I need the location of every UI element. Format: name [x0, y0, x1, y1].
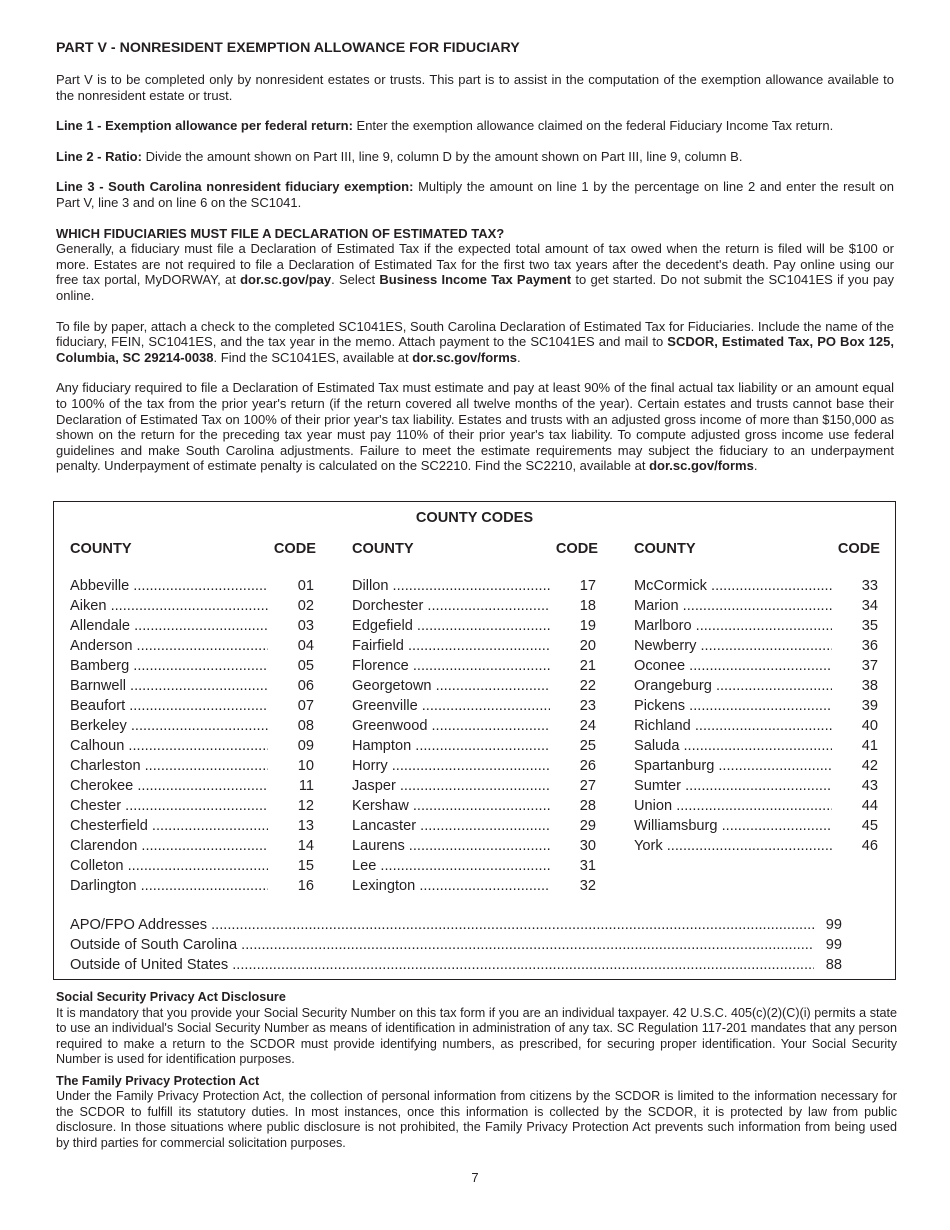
county-row: [634, 837, 880, 857]
county-name: Edgefield .....: [352, 617, 550, 637]
county-code: 33: [861, 578, 878, 594]
county-code: 36: [861, 638, 878, 654]
county-name: APO/FPO Addresses .....: [70, 916, 814, 936]
county-name: Williamsburg .....: [634, 817, 832, 837]
county-row: [634, 577, 880, 597]
county-code: 32: [579, 878, 596, 894]
county-code: 15: [297, 858, 314, 874]
county-code: 28: [579, 798, 596, 814]
text: .: [517, 349, 521, 365]
county-codes-table: [53, 501, 896, 980]
special-codes: [70, 916, 842, 976]
county-name: Calhoun .....: [70, 737, 268, 757]
county-code: 46: [861, 838, 878, 854]
column-header: [634, 540, 880, 560]
forms-url-2: dor.sc.gov/forms: [649, 458, 754, 474]
county-row: [70, 757, 316, 777]
county-row: [634, 637, 880, 657]
county-row: [70, 657, 316, 677]
county-code: 27: [579, 778, 596, 794]
privacy-text: It is mandatory that you provide your Social Security Number on this tax form if you are an individual taxpayer. 42 U.S.C. 405(c)(2)(C)(i) permits a state to use an individual's Social Security Number as means of identification in administration of any tax. SC Regulation 117-201 mandates that any person required to make a return to the SCDOR must provide identifying numbers, as prescribed, for securing proper identification. Your Social Security Number is used for identification purposes.: [56, 1005, 897, 1066]
county-name: Allendale .....: [70, 617, 268, 637]
intro-paragraph: Part V is to be completed only by nonresident estates or trusts. This part is to assist in the computation of the exemption allowance available to the nonresident estate or trust.: [56, 72, 894, 103]
county-code: 44: [861, 798, 878, 814]
county-name: Marion .....: [634, 597, 832, 617]
county-row: [352, 637, 598, 657]
county-row: [634, 677, 880, 697]
county-name: Bamberg .....: [70, 657, 268, 677]
county-name: Fairfield .....: [352, 637, 550, 657]
estimated-tax-paragraph-1: [56, 226, 894, 304]
county-name: Union .....: [634, 797, 832, 817]
line3-text: Multiply the amount on line 1 by the percentage on line 2 and enter the result on Part V, line 3 and on line 6 on the SC1041.: [56, 179, 894, 210]
line1-paragraph: [56, 118, 894, 134]
county-code: 39: [861, 698, 878, 714]
county-name: Spartanburg .....: [634, 757, 832, 777]
county-row: [70, 677, 316, 697]
county-code: 23: [579, 698, 596, 714]
county-name: Lee .....: [352, 857, 550, 877]
county-row: [352, 577, 598, 597]
county-code: 30: [579, 838, 596, 854]
column-header: [352, 540, 598, 560]
county-code: 99: [825, 917, 842, 933]
county-code: 34: [861, 598, 878, 614]
county-row: [352, 817, 598, 837]
county-name: Berkeley .....: [70, 717, 268, 737]
county-code: 17: [579, 578, 596, 594]
county-code: 38: [861, 678, 878, 694]
county-name: Orangeburg .....: [634, 677, 832, 697]
county-header: COUNTY: [634, 541, 696, 557]
county-code: 14: [297, 838, 314, 854]
county-name: Sumter .....: [634, 777, 832, 797]
county-code: 18: [579, 598, 596, 614]
county-name: Greenwood .....: [352, 717, 550, 737]
county-code: 35: [861, 618, 878, 634]
county-name: Hampton .....: [352, 737, 550, 757]
county-code: 09: [297, 738, 314, 754]
county-row: [352, 697, 598, 717]
county-name: Cherokee .....: [70, 777, 268, 797]
county-row: [352, 717, 598, 737]
county-code: 99: [825, 937, 842, 953]
county-row: [634, 757, 880, 777]
county-name: Beaufort .....: [70, 697, 268, 717]
county-row: [352, 737, 598, 757]
county-name: Chester .....: [70, 797, 268, 817]
county-name: Dorchester .....: [352, 597, 550, 617]
special-code-row: [70, 936, 842, 956]
county-name: Aiken .....: [70, 597, 268, 617]
county-code: 26: [579, 758, 596, 774]
privacy-section: [56, 990, 897, 1157]
page-title: PART V - NONRESIDENT EXEMPTION ALLOWANCE FOR FIDUCIARY: [56, 40, 520, 56]
county-row: [70, 697, 316, 717]
county-rows: [70, 577, 316, 897]
county-name: Clarendon .....: [70, 837, 268, 857]
county-name: Horry .....: [352, 757, 550, 777]
county-row: [634, 617, 880, 637]
special-code-row: [70, 916, 842, 936]
county-code: 88: [825, 957, 842, 973]
county-header: COUNTY: [70, 541, 132, 557]
county-code: 07: [297, 698, 314, 714]
county-column-1: [70, 540, 316, 897]
text: . Select: [331, 272, 380, 288]
county-row: [634, 817, 880, 837]
line2-paragraph: [56, 149, 894, 165]
family-privacy-text: Under the Family Privacy Protection Act, the collection of personal information from citizens by the SCDOR is limited to the information necessary for the SCDOR to fulfill its statutory duties. In most instances, once this information is collected by the SCDOR, it is protected by law from public disclosure. In those situations where public disclosure is not prohibited, the Family Privacy Protection Act prevents such information from being used by third parties for commercial solicitation purposes.: [56, 1089, 897, 1150]
county-name: Charleston .....: [70, 757, 268, 777]
county-name: Marlboro .....: [634, 617, 832, 637]
privacy-heading: Social Security Privacy Act Disclosure: [56, 990, 286, 1004]
county-code: 01: [297, 578, 314, 594]
county-codes-title: COUNTY CODES: [415, 510, 534, 526]
county-row: [70, 617, 316, 637]
county-row: [352, 837, 598, 857]
county-name: Newberry .....: [634, 637, 832, 657]
county-row: [634, 777, 880, 797]
estimated-tax-paragraph-3: [56, 380, 894, 474]
county-row: [352, 657, 598, 677]
county-code: 40: [861, 718, 878, 734]
county-code: 42: [861, 758, 878, 774]
county-rows: [352, 577, 598, 897]
estimated-tax-paragraph-2: [56, 319, 894, 366]
county-code: 20: [579, 638, 596, 654]
county-name: Anderson .....: [70, 637, 268, 657]
county-code: 31: [579, 858, 596, 874]
county-code: 06: [297, 678, 314, 694]
county-name: Lancaster .....: [352, 817, 550, 837]
county-row: [634, 797, 880, 817]
county-row: [352, 757, 598, 777]
county-name: Richland .....: [634, 717, 832, 737]
county-row: [70, 737, 316, 757]
county-row: [352, 877, 598, 897]
column-header: [70, 540, 316, 560]
code-header: CODE: [273, 541, 316, 557]
page-number: 7: [471, 1170, 479, 1185]
county-row: [634, 697, 880, 717]
county-row: [634, 737, 880, 757]
county-name: Outside of United States .....: [70, 956, 814, 976]
instructions-section: [56, 40, 894, 489]
special-code-row: [70, 956, 842, 976]
county-name: Saluda .....: [634, 737, 832, 757]
line3-label: Line 3 - South Carolina nonresident fiduciary exemption:: [56, 179, 414, 195]
county-row: [70, 877, 316, 897]
county-code: 02: [297, 598, 314, 614]
county-rows: [634, 577, 880, 857]
county-row: [70, 637, 316, 657]
text: .: [753, 458, 758, 474]
county-code: 22: [579, 678, 596, 694]
county-name: Darlington .....: [70, 877, 268, 897]
code-header: CODE: [555, 541, 598, 557]
county-code: 11: [298, 778, 314, 794]
county-code: 45: [861, 818, 878, 834]
county-row: [70, 837, 316, 857]
county-code: 05: [297, 658, 314, 674]
county-name: Chesterfield .....: [70, 817, 268, 837]
county-column-3: [634, 540, 880, 857]
county-name: McCormick .....: [634, 577, 832, 597]
county-row: [70, 717, 316, 737]
county-row: [634, 717, 880, 737]
county-code: 03: [297, 618, 314, 634]
county-code: 37: [861, 658, 878, 674]
county-code: 24: [579, 718, 596, 734]
county-code: 12: [297, 798, 314, 814]
business-payment-label: Business Income Tax Payment: [379, 272, 572, 288]
county-name: Florence .....: [352, 657, 550, 677]
text: . Find the SC1041ES, available at: [213, 349, 413, 365]
county-code: 25: [579, 738, 596, 754]
county-name: Dillon .....: [352, 577, 550, 597]
county-code: 21: [579, 658, 596, 674]
county-name: Greenville .....: [352, 697, 550, 717]
county-row: [352, 797, 598, 817]
code-header: CODE: [837, 541, 880, 557]
county-name: Jasper .....: [352, 777, 550, 797]
line1-label: Line 1 - Exemption allowance per federal return:: [56, 118, 353, 134]
county-row: [70, 577, 316, 597]
county-code: 43: [861, 778, 878, 794]
county-row: [352, 597, 598, 617]
county-name: Pickens .....: [634, 697, 832, 717]
line2-label: Line 2 - Ratio:: [56, 148, 142, 164]
county-name: Laurens .....: [352, 837, 550, 857]
county-row: [70, 857, 316, 877]
county-row: [70, 797, 316, 817]
county-name: Abbeville .....: [70, 577, 268, 597]
county-row: [70, 817, 316, 837]
county-row: [70, 597, 316, 617]
line1-text: Enter the exemption allowance claimed on the federal Fiduciary Income Tax return.: [352, 118, 834, 134]
county-row: [352, 857, 598, 877]
mailing-address: SCDOR, Estimated Tax, PO Box 125, Columbia, SC 29214-0038: [56, 334, 894, 365]
county-code: 10: [297, 758, 314, 774]
county-row: [634, 597, 880, 617]
text: To file by paper, attach a check to the completed SC1041ES, South Carolina Declaration of Estimated Tax for Fiduciaries. Include the name of the fiduciary, FEIN, SC1041ES, and the tax year in the memo. Attach payment to the SC1041ES and mail to: [56, 318, 894, 350]
county-name: Georgetown .....: [352, 677, 550, 697]
text: to get started. Do not submit the SC1041ES if you pay online.: [56, 272, 895, 303]
county-name: Kershaw .....: [352, 797, 550, 817]
forms-url: dor.sc.gov/forms: [412, 349, 518, 365]
text: Generally, a fiduciary must file a Declaration of Estimated Tax if the expected total amount of tax owed when the return is filed will be $100 or more. Estates are not required to file a Declaration of Estimated Tax for the first two tax years after the decedent's death. Pay online using our free tax portal, MyDORWAY, at: [56, 241, 894, 288]
county-row: [352, 677, 598, 697]
county-code: 08: [297, 718, 314, 734]
county-row: [352, 617, 598, 637]
county-name: Outside of South Carolina .....: [70, 936, 814, 956]
county-name: York .....: [634, 837, 832, 857]
county-row: [634, 657, 880, 677]
county-header: COUNTY: [352, 541, 414, 557]
pay-url: dor.sc.gov/pay: [240, 272, 332, 288]
county-code: 29: [579, 818, 596, 834]
line3-paragraph: [56, 179, 894, 210]
family-privacy-heading: The Family Privacy Protection Act: [56, 1073, 260, 1088]
county-name: Lexington .....: [352, 877, 550, 897]
county-code: 04: [297, 638, 314, 654]
county-name: Oconee .....: [634, 657, 832, 677]
county-code: 41: [861, 738, 878, 754]
line2-text: Divide the amount shown on Part III, line 9, column D by the amount shown on Part III, line 9, column B.: [141, 148, 743, 164]
estimated-tax-heading: WHICH FIDUCIARIES MUST FILE A DECLARATION OF ESTIMATED TAX?: [56, 225, 505, 241]
county-code: 19: [579, 618, 596, 634]
county-name: Colleton .....: [70, 857, 268, 877]
text: Any fiduciary required to file a Declaration of Estimated Tax must estimate and pay at least 90% of the final actual tax liability or an amount equal to 100% of the tax from the prior year's return (if the return covered all twelve months of the year). Certain estates and trusts cannot base their Declaration of Estimated Tax on 100% of their prior year's tax liability. Estates and trusts with an adjusted gross income of more than $150,000 as shown on the return for the preceding tax year must pay 110% of their prior year's tax liability. To compute adjusted gross income use federal guidelines and make South Carolina adjustments. Failure to meet the estimate requirements may subject the fiduciary to an underpayment penalty. Underpayment of estimate penalty is calculated on the SC2210. Find the SC2210, available at: [56, 380, 894, 474]
county-code: 13: [297, 818, 314, 834]
county-column-2: [352, 540, 598, 897]
county-row: [352, 777, 598, 797]
county-name: Barnwell .....: [70, 677, 268, 697]
county-row: [70, 777, 316, 797]
county-code: 16: [297, 878, 314, 894]
